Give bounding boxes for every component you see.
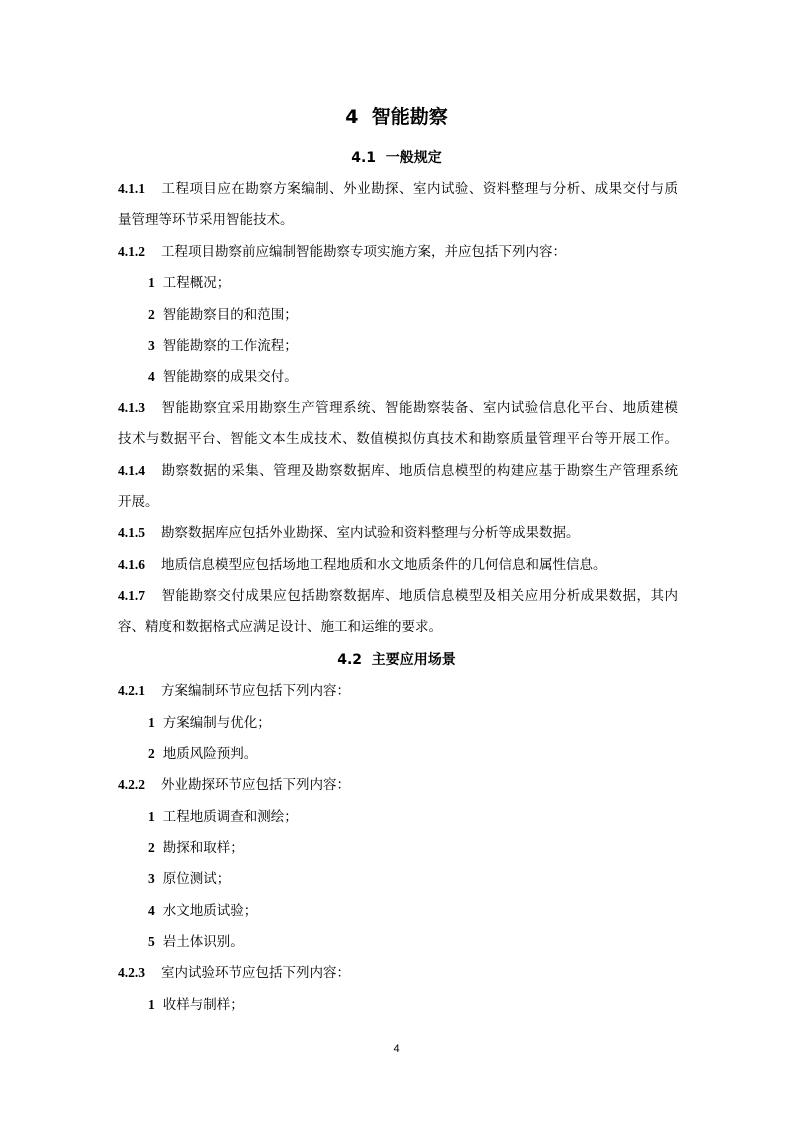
clause-4-1-3-line-1 <box>118 398 678 418</box>
clause-text: 室内试验环节应包括下列内容： <box>161 965 350 981</box>
list-item-text: 收样与制样； <box>162 997 244 1013</box>
list-item <box>148 901 257 921</box>
list-item <box>148 744 257 764</box>
clause-4-1-7-line-2: 容、精度和数据格式应满足设计、施工和运维的要求。 <box>118 619 442 635</box>
clause-number: 4.1.5 <box>118 525 145 540</box>
list-item-text: 智能勘察目的和范围； <box>162 307 298 323</box>
clause-text: 勘察数据的采集、管理及勘察数据库、地质信息模型的构建应基于勘察生产管理系统 <box>161 463 678 479</box>
clause-number: 4.2.3 <box>118 965 145 980</box>
clause-4-1-1-line-1 <box>118 179 678 199</box>
clause-number: 4.1.7 <box>118 588 145 603</box>
list-item-text: 智能勘察的工作流程； <box>162 338 298 354</box>
list-item-number: 3 <box>148 871 155 886</box>
clause-text: 智能勘察宜采用勘察生产管理系统、智能勘察装备、室内试验信息化平台、地质建模 <box>161 400 678 416</box>
clause-text: 地质信息模型应包括场地工程地质和水文地质条件的几何信息和属性信息。 <box>161 557 607 573</box>
list-item-text: 勘探和取样； <box>162 840 244 856</box>
list-item-number: 1 <box>148 997 155 1012</box>
list-item <box>148 273 230 293</box>
list-item-number: 4 <box>148 903 155 918</box>
list-item-number: 1 <box>148 809 155 824</box>
clause-text: 外业勘探环节应包括下列内容： <box>161 777 350 793</box>
list-item <box>148 869 230 889</box>
clause-number: 4.1.1 <box>118 181 145 196</box>
page-number: 4 <box>393 1043 400 1055</box>
clause-4-1-5 <box>118 523 678 543</box>
clause-text: 工程项目应在勘察方案编制、外业勘探、室内试验、资料整理与分析、成果交付与质 <box>161 181 678 197</box>
list-item <box>148 932 244 952</box>
clause-4-1-4-line-1 <box>118 461 678 481</box>
list-item-text: 地质风险预判。 <box>162 746 258 762</box>
clause-text: 智能勘察交付成果应包括勘察数据库、地质信息模型及相关应用分析成果数据，其内 <box>161 588 678 604</box>
list-item <box>148 713 271 733</box>
clause-4-1-3-line-2: 技术与数据平台、智能文本生成技术、数值模拟仿真技术和勘察质量管理平台等开展工作。 <box>118 431 678 447</box>
clause-4-1-2 <box>118 242 678 262</box>
clause-text: 方案编制环节应包括下列内容： <box>161 683 350 699</box>
clause-number: 4.1.3 <box>118 400 145 415</box>
clause-4-1-7-line-1 <box>118 586 678 606</box>
clause-4-1-4-line-2: 开展。 <box>118 494 159 510</box>
list-item <box>148 336 298 356</box>
list-item-number: 5 <box>148 934 155 949</box>
list-item-number: 1 <box>148 715 155 730</box>
clause-4-2-2 <box>118 775 678 795</box>
clause-number: 4.1.4 <box>118 463 145 478</box>
section-title-4-1: 4.1 一般规定 <box>351 150 442 166</box>
chapter-title: 4 智能勘察 <box>345 106 448 128</box>
list-item-text: 方案编制与优化； <box>162 715 271 731</box>
list-item-number: 2 <box>148 840 155 855</box>
clause-number: 4.2.2 <box>118 777 145 792</box>
section-title-4-2: 4.2 主要应用场景 <box>337 652 456 668</box>
list-item-text: 工程概况； <box>162 275 231 291</box>
list-item-number: 2 <box>148 746 155 761</box>
list-item <box>148 838 244 858</box>
clause-text: 工程项目勘察前应编制智能勘察专项实施方案，并应包括下列内容： <box>161 244 566 260</box>
list-item <box>148 807 298 827</box>
clause-number: 4.1.6 <box>118 557 145 572</box>
clause-number: 4.2.1 <box>118 683 145 698</box>
list-item-text: 水文地质试验； <box>162 903 258 919</box>
list-item-text: 岩土体识别。 <box>162 934 244 950</box>
list-item-text: 工程地质调查和测绘； <box>162 809 298 825</box>
clause-text: 勘察数据库应包括外业勘探、室内试验和资料整理与分析等成果数据。 <box>161 525 580 541</box>
list-item-number: 2 <box>148 307 155 322</box>
clause-4-2-3 <box>118 963 678 983</box>
list-item-number: 4 <box>148 369 155 384</box>
clause-4-1-6 <box>118 555 678 575</box>
list-item <box>148 305 298 325</box>
clause-4-1-1-line-2: 量管理等环节采用智能技术。 <box>118 212 294 228</box>
list-item-number: 1 <box>148 275 155 290</box>
list-item <box>148 367 298 387</box>
list-item <box>148 995 244 1015</box>
list-item-number: 3 <box>148 338 155 353</box>
list-item-text: 智能勘察的成果交付。 <box>162 369 298 385</box>
clause-4-2-1 <box>118 681 678 701</box>
clause-number: 4.1.2 <box>118 244 145 259</box>
list-item-text: 原位测试； <box>162 871 231 887</box>
